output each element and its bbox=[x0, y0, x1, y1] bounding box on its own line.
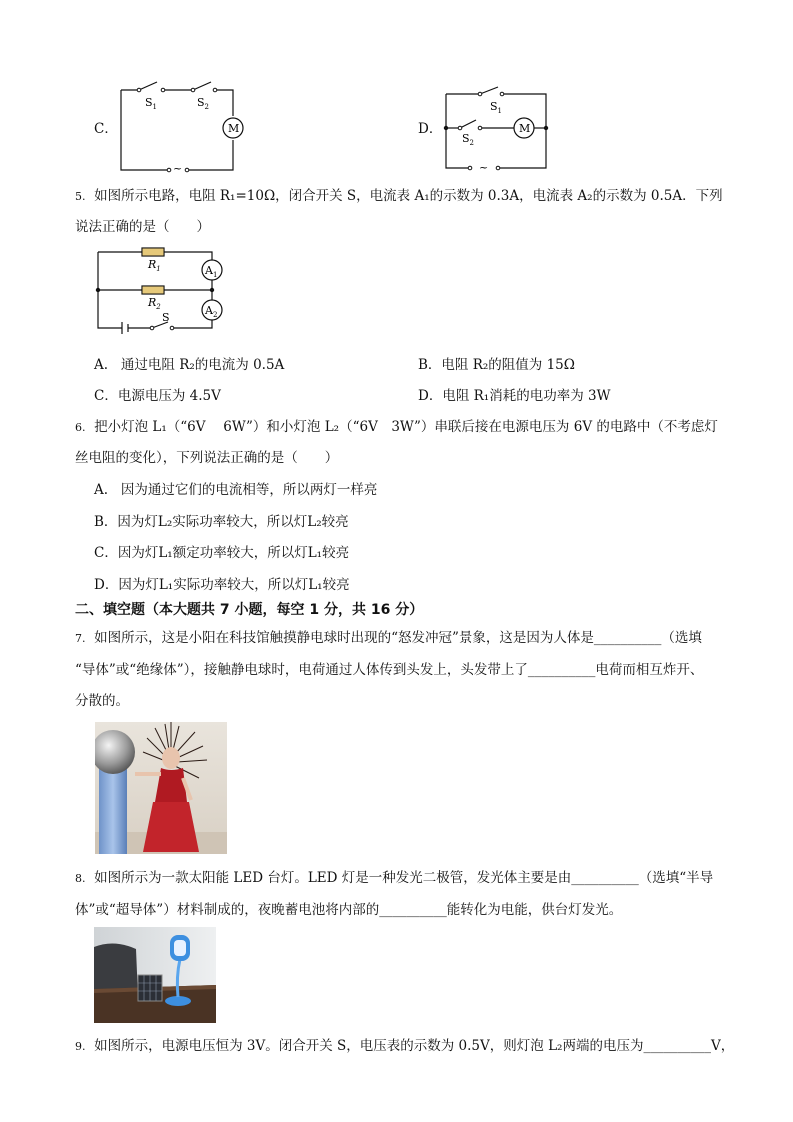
circuit-diagram-c bbox=[115, 80, 250, 175]
r1-label: $R_1$ bbox=[148, 258, 161, 273]
q6-number: 6. bbox=[75, 421, 86, 434]
d-source-label: ~ bbox=[479, 161, 489, 174]
q6-line-1 bbox=[75, 418, 718, 437]
q6-text-1: 把小灯泡 L₁（“6V 6W”）和小灯泡 L₂（“6V 3W”）串联后接在电源电压为 6V 的电路中（不考虑灯 bbox=[94, 419, 718, 435]
q5-number: 5. bbox=[75, 190, 86, 203]
d-s1-label: $S_1$ bbox=[490, 100, 503, 115]
q7-text-1: 如图所示，这是小阳在科技馆触摸静电球时出现的“怒发冲冠”景象，这是因为人体是__________（选填 bbox=[94, 630, 702, 646]
c-s2-label: $S_2$ bbox=[197, 96, 210, 111]
circuit-diagram-q5 bbox=[92, 244, 232, 336]
q9-line-1 bbox=[75, 1037, 734, 1056]
c-motor-label: M bbox=[228, 122, 240, 135]
q6-option-a: A. 因为通过它们的电流相等，所以两灯一样亮 bbox=[94, 482, 378, 498]
a1-label: $A_1$ bbox=[205, 264, 218, 279]
q8-line-1 bbox=[75, 869, 713, 888]
q6-line-2: 丝电阻的变化），下列说法正确的是（ ） bbox=[75, 450, 339, 466]
q5-text-1: 如图所示电路，电阻 R₁=10Ω，闭合开关 S，电流表 A₁的示数为 0.3A，电流表 A₂的示数为 0.5A．下列 bbox=[94, 188, 723, 204]
q5-option-d: D．电阻 R₁消耗的电功率为 3W bbox=[418, 388, 611, 404]
d-motor-label: M bbox=[519, 122, 531, 135]
option-d-label: D． bbox=[418, 121, 443, 137]
a2-label: $A_2$ bbox=[205, 304, 218, 319]
q7-number: 7. bbox=[75, 632, 86, 645]
section-heading-fill-in: 二、填空题（本大题共 7 小题，每空 1 分，共 16 分） bbox=[75, 602, 424, 618]
q7-line-1 bbox=[75, 629, 702, 648]
static-electricity-ball-photo bbox=[95, 722, 227, 854]
q5-option-b: B．电阻 R₂的阻值为 15Ω bbox=[418, 357, 575, 373]
c-s1-label: $S_1$ bbox=[145, 96, 158, 111]
d-s2-label: $S_2$ bbox=[462, 132, 475, 147]
q5-option-c: C．电源电压为 4.5V bbox=[94, 388, 221, 404]
q6-option-c: C．因为灯L₁额定功率较大，所以灯L₁较亮 bbox=[94, 545, 350, 561]
q5-line-2: 说法正确的是（ ） bbox=[75, 219, 210, 235]
q5-option-a: A. 通过电阻 R₂的电流为 0.5A bbox=[94, 357, 285, 373]
switch-s-label: S bbox=[162, 311, 170, 324]
c-source-label: ~ bbox=[173, 162, 183, 175]
q9-text-1: 如图所示，电源电压恒为 3V。闭合开关 S，电压表的示数为 0.5V，则灯泡 L₂两端的电压为__________V， bbox=[94, 1038, 735, 1054]
q5-line-1 bbox=[75, 187, 723, 206]
q8-number: 8. bbox=[75, 872, 86, 885]
q7-line-3: 分散的。 bbox=[75, 693, 129, 709]
q6-option-d: D．因为灯L₁实际功率较大，所以灯L₁较亮 bbox=[94, 577, 350, 593]
solar-led-lamp-photo bbox=[94, 927, 216, 1023]
q8-line-2: 体”或“超导体”）材料制成的，夜晚蓄电池将内部的__________能转化为电能，供台灯发光。 bbox=[75, 902, 623, 918]
q7-line-2: “导体”或“绝缘体”），接触静电球时，电荷通过人体传到头发上，头发带上了__________电荷而相互炸开、 bbox=[75, 662, 704, 678]
q9-number: 9. bbox=[75, 1040, 86, 1053]
option-c-label: C． bbox=[94, 121, 118, 137]
q8-text-1: 如图所示为一款太阳能 LED 台灯。LED 灯是一种发光二极管，发光体主要是由__________（选填“半导 bbox=[94, 870, 714, 886]
circuit-diagram-d bbox=[440, 82, 555, 177]
r2-label: $R_2$ bbox=[148, 296, 161, 311]
q6-option-b: B．因为灯L₂实际功率较大，所以灯L₂较亮 bbox=[94, 514, 349, 530]
